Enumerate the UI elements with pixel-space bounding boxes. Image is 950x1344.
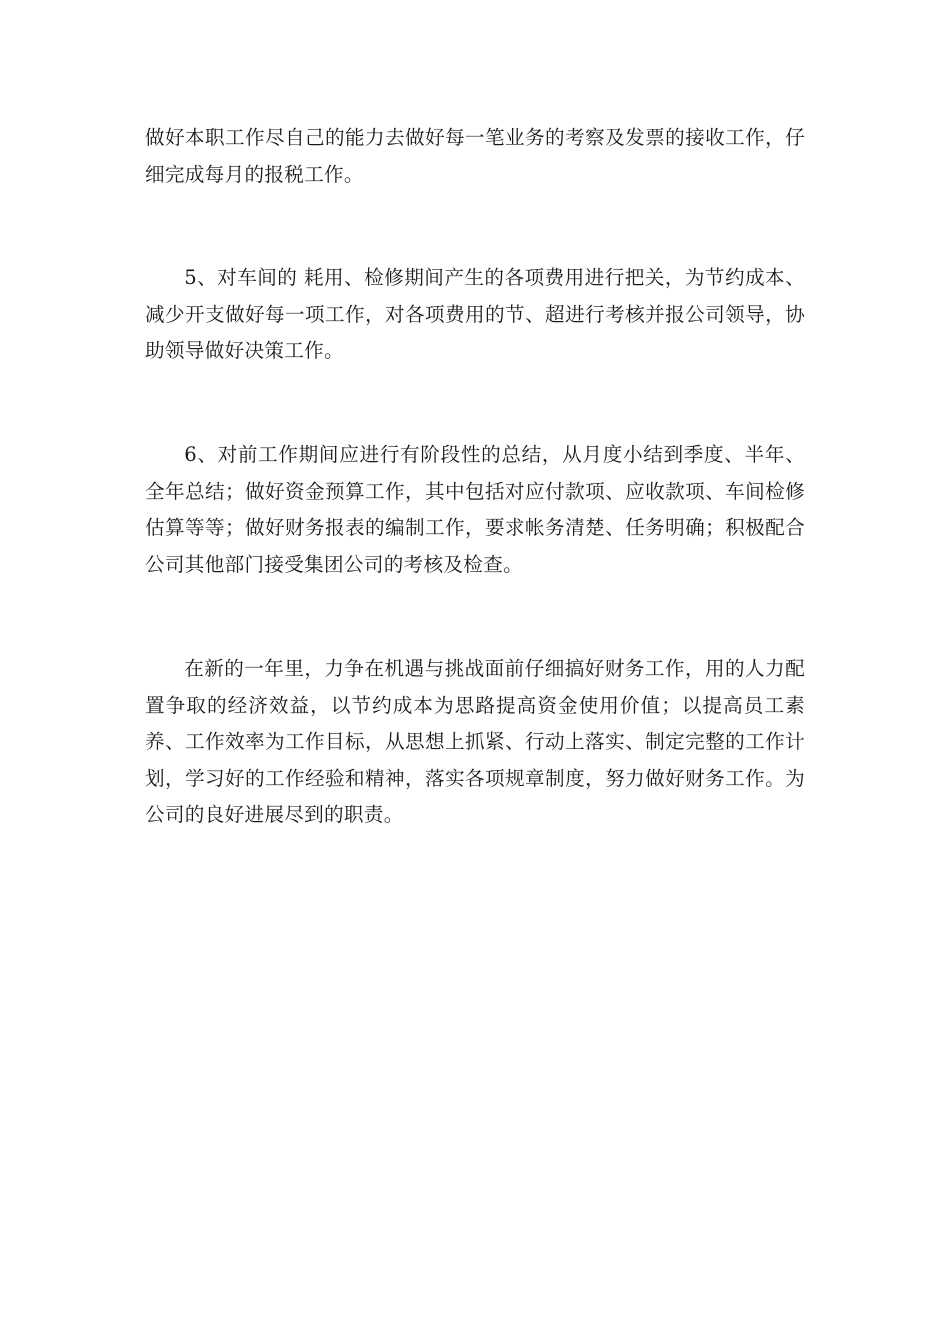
paragraph-item-5: 5、对车间的 耗用、检修期间产生的各项费用进行把关，为节约成本、减少开支做好每一项工作，对各项费用的节、超进行考核并报公司领导，协助领导做好决策工作。 [145, 266, 805, 362]
paragraph-item-6: 6、对前工作期间应进行有阶段性的总结，从月度小结到季度、半年、全年总结；做好资金预算工作，其中包括对应付款项、应收款项、车间检修估算等等；做好财务报表的编制工作，要求帐务清楚、任务明确；积极配合公司其他部门接受集团公司的考核及检查。 [145, 443, 805, 576]
paragraph-tax-work: 做好本职工作尽自己的能力去做好每一笔业务的考察及发票的接收工作，仔细完成每月的报税工作。 [145, 126, 805, 186]
paragraph-new-year-plan: 在新的一年里，力争在机遇与挑战面前仔细搞好财务工作，用的人力配置争取的经济效益，以节约成本为思路提高资金使用价值；以提高员工素养、工作效率为工作目标，从思想上抓紧、行动上落实、制定完整的工作计划，学习好的工作经验和精神，落实各项规章制度，努力做好财务工作。为公司的良好进展尽到的职责。 [145, 657, 805, 826]
